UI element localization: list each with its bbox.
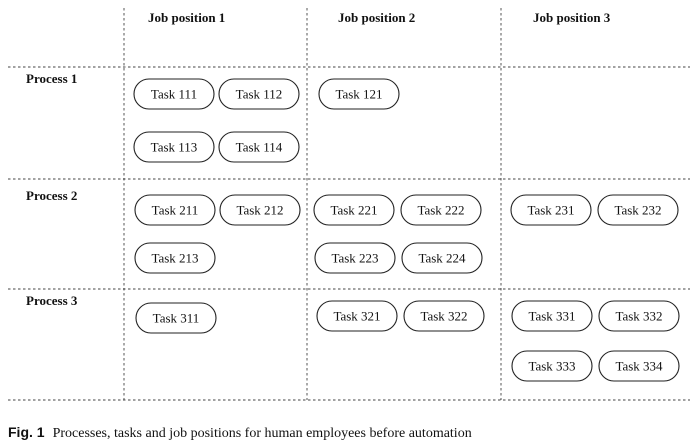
task-node: [319, 79, 399, 109]
task-node: [219, 79, 299, 109]
task-node: [404, 301, 484, 331]
task-node: [134, 79, 214, 109]
task-node: [136, 303, 216, 333]
task-label: Task 113: [150, 139, 198, 155]
task-label: Task 311: [152, 310, 200, 326]
task-label: Task 121: [335, 86, 383, 102]
task-label: Task 224: [418, 250, 466, 266]
task-node: [314, 195, 394, 225]
task-label: Task 332: [615, 308, 663, 324]
task-node: [317, 301, 397, 331]
task-node: [402, 243, 482, 273]
figure-label: Fig. 1: [8, 424, 45, 440]
task-label: Task 111: [150, 86, 198, 102]
task-label: Task 334: [615, 358, 663, 374]
task-node: [512, 301, 592, 331]
task-label: Task 331: [528, 308, 576, 324]
task-node: [219, 132, 299, 162]
task-label: Task 222: [417, 202, 465, 218]
task-label: Task 321: [333, 308, 381, 324]
task-label: Task 223: [331, 250, 379, 266]
column-header-job-position-2: Job position 2: [338, 10, 416, 25]
task-node: [134, 132, 214, 162]
task-label: Task 322: [420, 308, 468, 324]
figure-caption: [8, 424, 472, 442]
task-node: [598, 195, 678, 225]
task-node: [135, 195, 215, 225]
task-node: [511, 195, 591, 225]
task-node: [512, 351, 592, 381]
task-label: Task 232: [614, 202, 662, 218]
column-header-job-position-3: Job position 3: [533, 10, 611, 25]
task-node: [599, 301, 679, 331]
task-node: [401, 195, 481, 225]
task-node: [315, 243, 395, 273]
task-label: Task 114: [235, 139, 283, 155]
task-layer: [134, 79, 679, 381]
task-label: Task 211: [151, 202, 199, 218]
task-label: Task 333: [528, 358, 576, 374]
task-node: [135, 243, 215, 273]
task-label: Task 221: [330, 202, 378, 218]
row-header-process-3: Process 3: [26, 293, 78, 308]
task-label: Task 213: [151, 250, 199, 266]
row-header-process-1: Process 1: [26, 71, 78, 86]
figure-caption-text: Processes, tasks and job positions for human employees before automation: [52, 426, 472, 441]
column-header-job-position-1: Job position 1: [148, 10, 226, 25]
task-label: Task 212: [236, 202, 284, 218]
task-label: Task 112: [235, 86, 283, 102]
task-node: [599, 351, 679, 381]
task-label: Task 231: [527, 202, 575, 218]
row-header-process-2: Process 2: [26, 188, 78, 203]
task-node: [220, 195, 300, 225]
